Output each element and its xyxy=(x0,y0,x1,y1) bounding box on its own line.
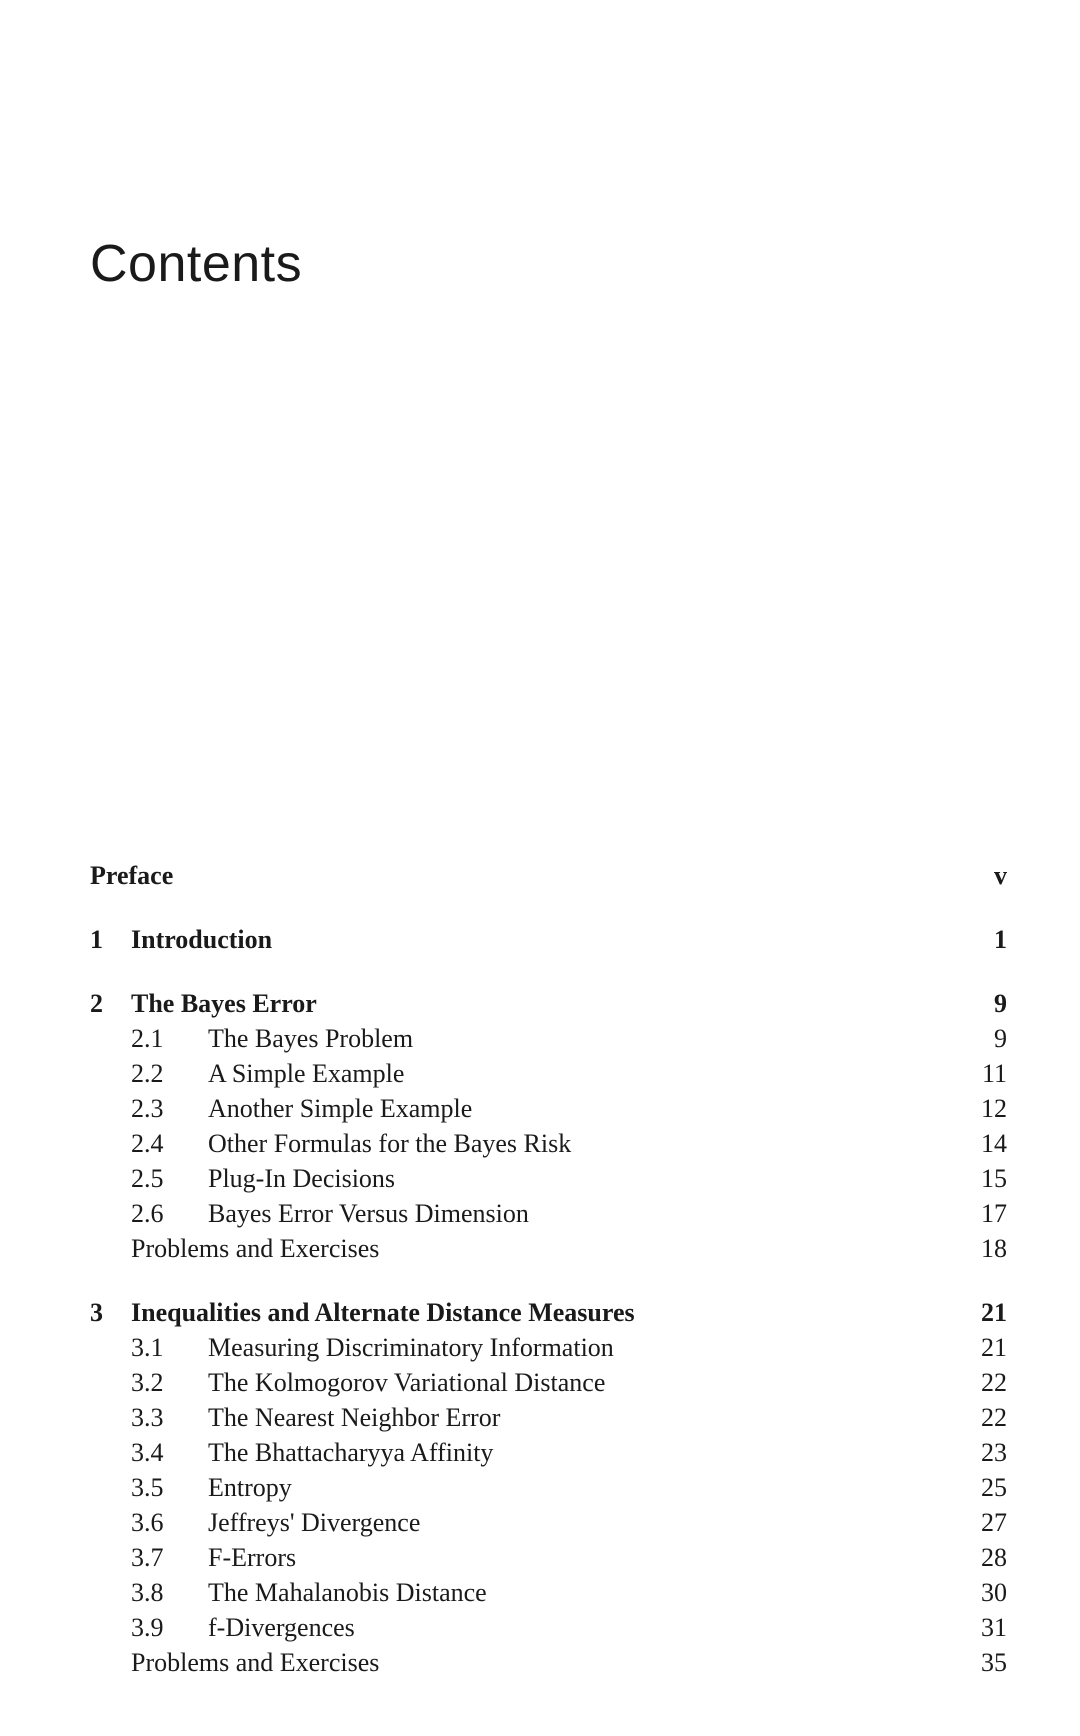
toc-chapter-3[interactable] xyxy=(90,1295,1007,1330)
page-title: Contents xyxy=(90,235,303,293)
problems-title: Problems and Exercises xyxy=(131,1234,380,1263)
toc-chapter-1[interactable] xyxy=(90,922,1007,957)
section-number: 3.6 xyxy=(131,1508,164,1537)
section-title: Measuring Discriminatory Information xyxy=(208,1333,614,1362)
section-title: Bayes Error Versus Dimension xyxy=(208,1199,529,1228)
toc-section-3-1[interactable] xyxy=(90,1330,1007,1365)
section-page: 21 xyxy=(981,1333,1007,1362)
toc-problems-ch3[interactable] xyxy=(90,1645,1007,1680)
section-title: Another Simple Example xyxy=(208,1094,473,1123)
toc-section-3-4[interactable] xyxy=(90,1435,1007,1470)
section-number: 3.9 xyxy=(131,1613,164,1642)
section-title: The Nearest Neighbor Error xyxy=(208,1403,501,1432)
chapter-title: Inequalities and Alternate Distance Measures xyxy=(131,1298,635,1327)
section-number: 2.3 xyxy=(131,1094,164,1123)
table-of-contents xyxy=(90,858,1007,1680)
toc-section-3-5[interactable] xyxy=(90,1470,1007,1505)
toc-section-2-3[interactable] xyxy=(90,1091,1007,1126)
section-title: Entropy xyxy=(208,1473,292,1502)
section-page: 12 xyxy=(981,1094,1007,1123)
section-number: 2.5 xyxy=(131,1164,164,1193)
toc-section-2-4[interactable] xyxy=(90,1126,1007,1161)
toc-section-2-6[interactable] xyxy=(90,1196,1007,1231)
toc-section-3-3[interactable] xyxy=(90,1400,1007,1435)
section-number: 2.1 xyxy=(131,1024,164,1053)
section-number: 2.2 xyxy=(131,1059,164,1088)
chapter-number: 3 xyxy=(90,1298,103,1327)
section-title: The Mahalanobis Distance xyxy=(208,1578,487,1607)
toc-section-2-1[interactable] xyxy=(90,1021,1007,1056)
section-page: 28 xyxy=(981,1543,1007,1572)
section-title: Other Formulas for the Bayes Risk xyxy=(208,1129,572,1158)
section-page: 27 xyxy=(981,1508,1007,1537)
toc-section-3-6[interactable] xyxy=(90,1505,1007,1540)
problems-title: Problems and Exercises xyxy=(131,1648,380,1677)
section-title: A Simple Example xyxy=(208,1059,405,1088)
section-title: The Kolmogorov Variational Distance xyxy=(208,1368,606,1397)
toc-section-3-7[interactable] xyxy=(90,1540,1007,1575)
toc-problems-ch2[interactable] xyxy=(90,1231,1007,1266)
section-number: 3.1 xyxy=(131,1333,164,1362)
toc-section-2-5[interactable] xyxy=(90,1161,1007,1196)
toc-entry-preface[interactable] xyxy=(90,858,1007,893)
toc-section-3-8[interactable] xyxy=(90,1575,1007,1610)
section-page: 25 xyxy=(981,1473,1007,1502)
toc-entry-page: v xyxy=(994,861,1007,890)
section-title: The Bayes Problem xyxy=(208,1024,414,1053)
section-page: 30 xyxy=(981,1578,1007,1607)
chapter-page: 21 xyxy=(981,1298,1007,1327)
section-title: The Bhattacharyya Affinity xyxy=(208,1438,494,1467)
toc-chapter-2[interactable] xyxy=(90,986,1007,1021)
problems-page: 35 xyxy=(981,1648,1007,1677)
chapter-page: 1 xyxy=(994,925,1007,954)
chapter-number: 2 xyxy=(90,989,103,1018)
section-title: F-Errors xyxy=(208,1543,297,1572)
section-number: 2.6 xyxy=(131,1199,164,1228)
chapter-page: 9 xyxy=(994,989,1007,1018)
section-page: 22 xyxy=(981,1368,1007,1397)
chapter-title: Introduction xyxy=(131,925,273,954)
toc-section-2-2[interactable] xyxy=(90,1056,1007,1091)
section-number: 3.4 xyxy=(131,1438,164,1467)
section-page: 9 xyxy=(994,1024,1007,1053)
section-number: 3.5 xyxy=(131,1473,164,1502)
section-title: Plug-In Decisions xyxy=(208,1164,396,1193)
section-page: 14 xyxy=(981,1129,1007,1158)
section-page: 11 xyxy=(981,1059,1007,1088)
section-number: 3.8 xyxy=(131,1578,164,1607)
section-title: Jeffreys' Divergence xyxy=(208,1508,421,1537)
section-title: f-Divergences xyxy=(208,1613,355,1642)
section-page: 17 xyxy=(981,1199,1007,1228)
section-number: 3.2 xyxy=(131,1368,164,1397)
section-page: 23 xyxy=(981,1438,1007,1467)
section-page: 22 xyxy=(981,1403,1007,1432)
toc-section-3-2[interactable] xyxy=(90,1365,1007,1400)
toc-section-3-9[interactable] xyxy=(90,1610,1007,1645)
section-number: 3.3 xyxy=(131,1403,164,1432)
chapter-number: 1 xyxy=(90,925,103,954)
section-number: 2.4 xyxy=(131,1129,164,1158)
section-page: 15 xyxy=(981,1164,1007,1193)
toc-entry-title: Preface xyxy=(90,861,174,890)
chapter-title: The Bayes Error xyxy=(131,989,317,1018)
section-page: 31 xyxy=(981,1613,1007,1642)
section-number: 3.7 xyxy=(131,1543,164,1572)
problems-page: 18 xyxy=(981,1234,1007,1263)
